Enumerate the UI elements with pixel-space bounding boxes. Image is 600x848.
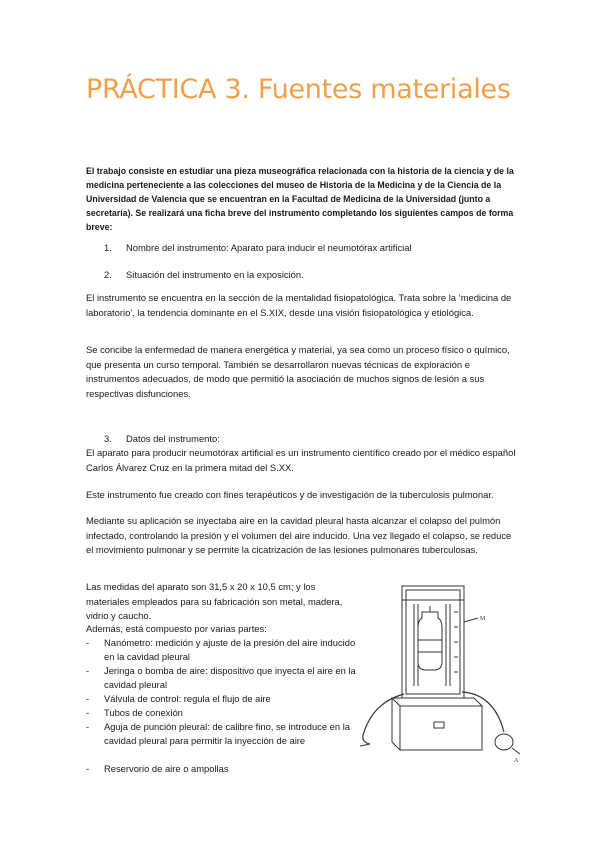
section2-paragraph-2: Se concibe la enfermedad de manera energética y material, ya sea como un proceso físico o químico, que presenta un curso temporal. También se desarrollaron nuevas técnicas de exploración e instrumentos adecuados, de modo que permitió la asociación de muchos signos de lesión a sus respectivas disfunciones. bbox=[86, 344, 510, 399]
section3-paragraph-5: Además, está compuesto por varias partes: bbox=[86, 623, 267, 634]
section3-paragraph-1: El aparato para producir neumotórax artificial es un instrumento científico creado por el médico español Carlos Álvarez Cruz en la primera mitad del S.XX. bbox=[86, 447, 516, 473]
page-title: PRÁCTICA 3. Fuentes materiales bbox=[86, 74, 511, 105]
intro-paragraph: El trabajo consiste en estudiar una pieza museográfica relacionada con la historia de la ciencia y de la medicina perteneciente a las colecciones del museo de Historia de la Medicina y de la Ciencia de la Universidad de Valencia que se encuentran en la Facultad de Medicina de la Universidad (junto a secretaría). Se realizará una ficha breve del instrumento completando los siguientes campos de forma breve: bbox=[86, 166, 514, 232]
svg-text:A: A bbox=[514, 758, 519, 764]
svg-text:M: M bbox=[480, 616, 486, 622]
list-item: 1. Nombre del instrumento: Aparato para inducir el neumotórax artificial bbox=[104, 242, 412, 253]
section3-paragraph-4: Las medidas del aparato son 31,5 x 20 x 10,5 cm; y los materiales empleados para su fabricación son metal, madera, vidrio y caucho. bbox=[86, 581, 343, 622]
list-item: 2. Situación del instrumento en la exposición. bbox=[104, 269, 304, 280]
section2-paragraph-1: El instrumento se encuentra en la sección de la mentalidad fisiopatológica. Trata sobre la ‘medicina de laboratorio’, la tendencia dominante en el S.XIX, desde una visión fisiopatológica y etiológica. bbox=[86, 292, 512, 318]
section3-paragraph-2: Este instrumento fue creado con fines terapéuticos y de investigación de la tuberculosis pulmonar. bbox=[86, 489, 494, 500]
parts-list-item: - Reservorio de aire o ampollas bbox=[86, 763, 229, 774]
parts-list-item: - Tubos de conexión bbox=[86, 707, 183, 718]
parts-list-item: - Aguja de punción pleural: de calibre fino, se introduce en la cavidad pleural para permitir la inyección de aire bbox=[86, 721, 350, 747]
apparatus-illustration bbox=[354, 582, 524, 768]
parts-list-item: - Válvula de control: regula el flujo de aire bbox=[86, 693, 271, 704]
parts-list-item: - Jeringa o bomba de aire: dispositivo que inyecta el aire en la cavidad pleural bbox=[86, 665, 356, 691]
parts-list-item: - Nanómetro: medición y ajuste de la presión del aire inducido en la cavidad pleural bbox=[86, 637, 356, 663]
section3-paragraph-3: Mediante su aplicación se inyectaba aire en la cavidad pleural hasta alcanzar el colapso del pulmón infectado, controlando la presión y el volumen del aire inducido. Una vez llegado el colapso, se reduce el movimiento pulmonar y se permite la cicatrización de las lesiones pulmonares tuberculosas. bbox=[86, 515, 512, 556]
list-item: 3. Datos del instrumento: bbox=[104, 433, 220, 444]
